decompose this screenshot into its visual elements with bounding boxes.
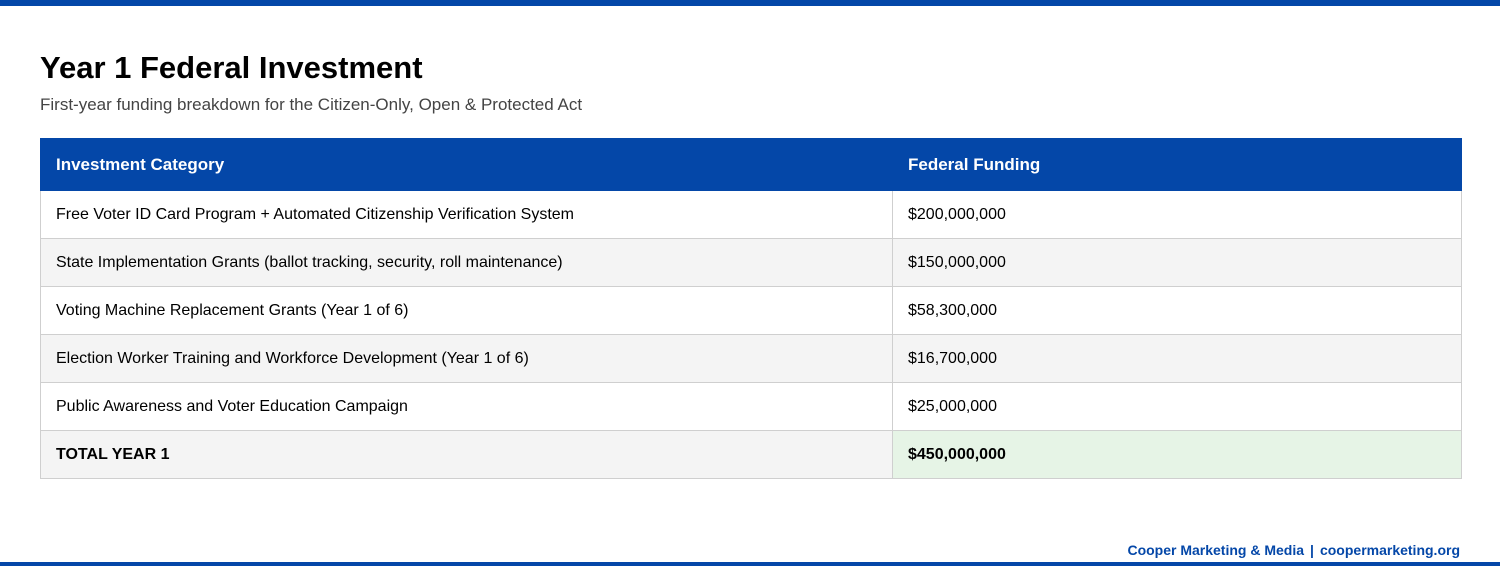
table-row xyxy=(41,335,1462,383)
total-row xyxy=(41,431,1462,479)
table-row xyxy=(41,191,1462,239)
footer-company: Cooper Marketing & Media xyxy=(1127,542,1305,558)
amount-cell: $150,000,000 xyxy=(893,239,1462,287)
total-amount-cell: $450,000,000 xyxy=(893,431,1462,479)
table-row xyxy=(41,239,1462,287)
amount-cell: $200,000,000 xyxy=(893,191,1462,239)
total-label-cell: TOTAL YEAR 1 xyxy=(41,431,893,479)
table-header-row xyxy=(41,139,1462,191)
amount-cell: $25,000,000 xyxy=(893,383,1462,431)
category-cell: Election Worker Training and Workforce Development (Year 1 of 6) xyxy=(41,335,893,383)
amount-cell: $58,300,000 xyxy=(893,287,1462,335)
table-row xyxy=(41,383,1462,431)
page-title: Year 1 Federal Investment xyxy=(40,50,423,85)
footer-separator: | xyxy=(1310,542,1314,558)
category-cell: Public Awareness and Voter Education Campaign xyxy=(41,383,893,431)
footer-credit xyxy=(1127,542,1460,558)
amount-cell: $16,700,000 xyxy=(893,335,1462,383)
category-cell: State Implementation Grants (ballot tracking, security, roll maintenance) xyxy=(41,239,893,287)
page-subtitle: First-year funding breakdown for the Citizen-Only, Open & Protected Act xyxy=(40,95,583,114)
table-row xyxy=(41,287,1462,335)
top-accent-bar xyxy=(0,0,1500,6)
column-header-funding: Federal Funding xyxy=(893,139,1462,191)
footer-website-link[interactable]: coopermarketing.org xyxy=(1319,542,1460,558)
category-cell: Free Voter ID Card Program + Automated Citizenship Verification System xyxy=(41,191,893,239)
bottom-accent-bar xyxy=(0,562,1500,566)
column-header-category: Investment Category xyxy=(41,139,893,191)
funding-table xyxy=(40,138,1462,479)
category-cell: Voting Machine Replacement Grants (Year 1 of 6) xyxy=(41,287,893,335)
